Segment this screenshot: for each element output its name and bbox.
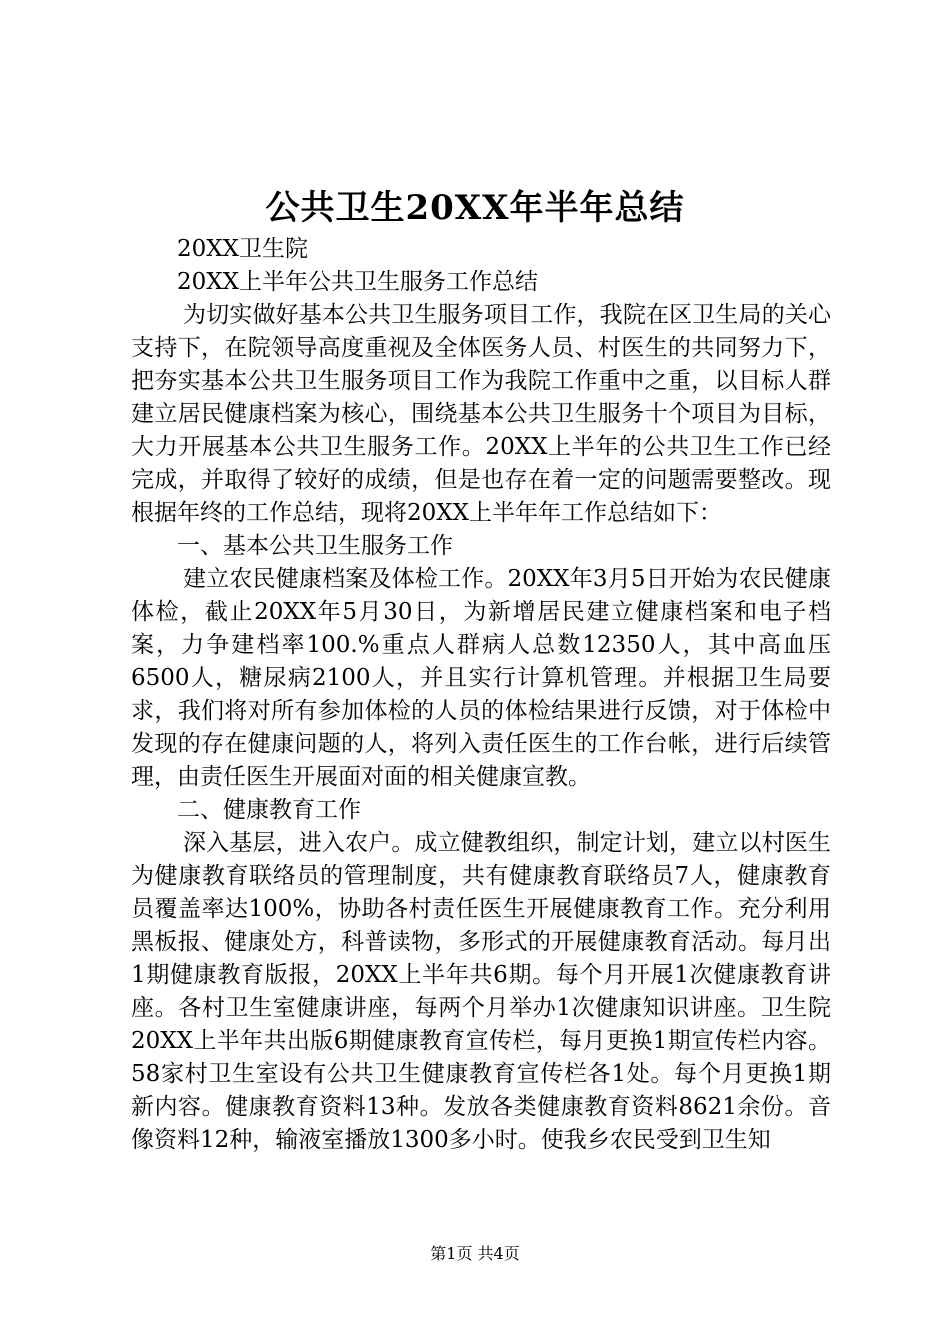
section-heading-2: 二、健康教育工作 bbox=[177, 797, 361, 823]
paragraph-section-2: 深入基层，进入农户。成立健教组织，制定计划，建立以村医生为健康教育联络员的管理制度，共有健康教育联络员7人，健康教育员覆盖率达100%，协助各村责任医生开展健康教育工作。充分利用黑板报、健康处方，科普读物，多形式的开展健康教育活动。每月出1期健康教育版报，20XX上半年共6期。每个月开展1次健康教育讲座。各村卫生室健康讲座，每两个月举办1次健康知识讲座。卫生院20XX上半年共出版6期健康教育宣传栏，每月更换1期宣传栏内容。58家村卫生室设有公共卫生健康教育宣传栏各1处。每个月更换1期新内容。健康教育资料13种。发放各类健康教育资料8621余份。音像资料12种，输液室播放1300多小时。使我乡农民受到卫生知 bbox=[131, 830, 831, 1153]
paragraph-hospital-name: 20XX卫生院 bbox=[177, 236, 309, 262]
paragraph-subtitle: 20XX上半年公共卫生服务工作总结 bbox=[177, 269, 539, 295]
document-title: 公共卫生20XX年半年总结 bbox=[265, 188, 685, 228]
document-body bbox=[131, 233, 831, 1157]
page-number-footer: 第1页 共4页 bbox=[430, 1244, 520, 1263]
paragraph-intro: 为切实做好基本公共卫生服务项目工作，我院在区卫生局的关心支持下，在院领导高度重视及全体医务人员、村医生的共同努力下，把夯实基本公共卫生服务项目工作为我院工作重中之重，以目标人群建立居民健康档案为核心，围绕基本公共卫生服务十个项目为目标，大力开展基本公共卫生服务工作。20XX上半年的公共卫生工作已经完成，并取得了较好的成绩，但是也存在着一定的问题需要整改。现根据年终的工作总结，现将20XX上半年年工作总结如下： bbox=[131, 302, 831, 526]
section-heading-1: 一、基本公共卫生服务工作 bbox=[177, 533, 453, 559]
paragraph-section-1: 建立农民健康档案及体检工作。20XX年3月5日开始为农民健康体检，截止20XX年5月30日，为新增居民建立健康档案和电子档案，力争建档率100.%重点人群病人总数12350人，其中高血压6500人，糖尿病2100人，并且实行计算机管理。并根据卫生局要求，我们将对所有参加体检的人员的体检结果进行反馈，对于体检中发现的存在健康问题的人，将列入责任医生的工作台帐，进行后续管理，由责任医生开展面对面的相关健康宣教。 bbox=[131, 566, 831, 790]
